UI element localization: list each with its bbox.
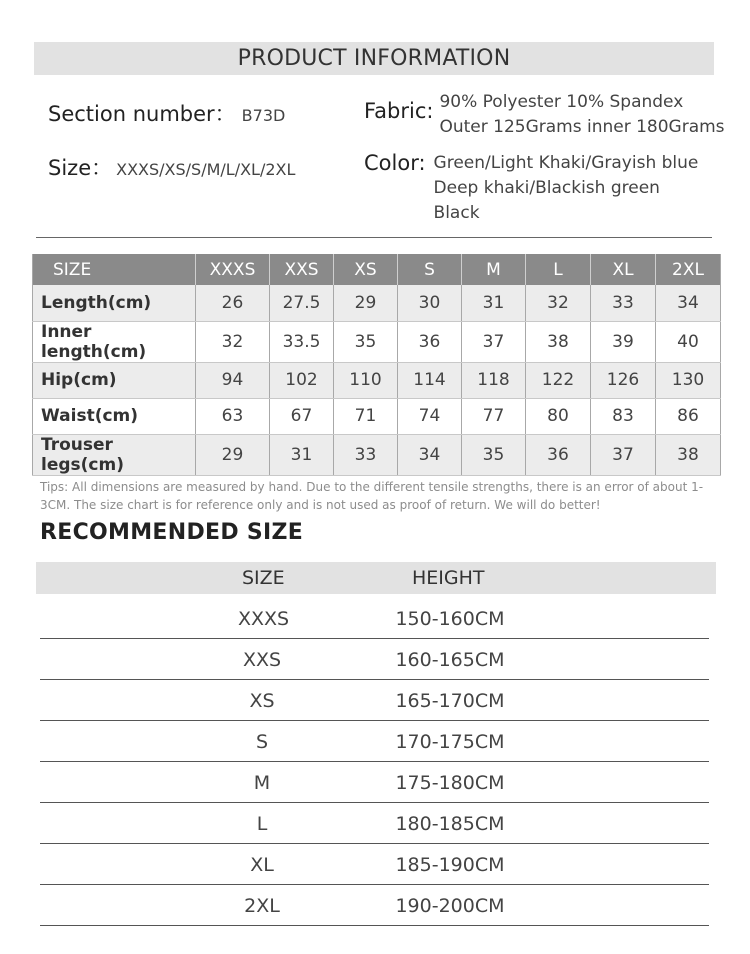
table-cell: 33.5 (270, 321, 334, 362)
product-information-header (34, 42, 714, 75)
table-cell: 37 (591, 434, 656, 475)
table-cell: 122 (526, 362, 591, 398)
row-label: Inner length(cm) (33, 321, 196, 362)
table-row (33, 398, 721, 434)
size-row (48, 152, 295, 182)
table-cell: 83 (591, 398, 656, 434)
recommended-height-cell: 150-160CM (395, 608, 505, 630)
table-cell: 36 (526, 434, 591, 475)
recommended-size-cell: S (255, 731, 269, 753)
list-item (40, 680, 709, 721)
recommended-size-cell: M (253, 772, 271, 794)
recommended-height-cell: 175-180CM (395, 772, 505, 794)
table-cell: 37 (462, 321, 526, 362)
list-item (40, 762, 709, 803)
table-cell: 40 (656, 321, 721, 362)
recommended-size-cell: XL (250, 854, 274, 876)
table-cell: 34 (398, 434, 462, 475)
table-cell: 71 (334, 398, 398, 434)
recommended-size-title: RECOMMENDED SIZE (40, 520, 304, 545)
table-cell: 30 (398, 285, 462, 321)
recommended-height-cell: 190-200CM (395, 895, 505, 917)
section-number-value: B73D (241, 106, 286, 125)
table-cell: 130 (656, 362, 721, 398)
fabric-row (364, 90, 725, 140)
table-cell: 32 (196, 321, 270, 362)
table-cell: 33 (334, 434, 398, 475)
list-item (40, 598, 709, 639)
table-cell: 102 (270, 362, 334, 398)
table-cell: 31 (270, 434, 334, 475)
size-value: XXXS/XS/S/M/L/XL/2XL (116, 160, 296, 179)
product-information-title: PRODUCT INFORMATION (237, 46, 511, 71)
recommended-size-header: SIZE (242, 567, 285, 589)
recommended-size-cell: 2XL (244, 895, 280, 917)
size-table-header-cell: XS (334, 254, 398, 285)
table-cell: 35 (462, 434, 526, 475)
fabric-lines (439, 90, 724, 140)
table-cell: 26 (196, 285, 270, 321)
table-cell: 38 (526, 321, 591, 362)
size-chart-table (32, 254, 721, 476)
fabric-line: 90% Polyester 10% Spandex (439, 92, 684, 112)
table-cell: 29 (196, 434, 270, 475)
info-divider (36, 237, 712, 238)
size-table-header-cell: L (526, 254, 591, 285)
table-cell: 39 (591, 321, 656, 362)
size-table-header-cell: 2XL (656, 254, 721, 285)
size-table-header-cell: XXXS (196, 254, 270, 285)
color-line: Black (433, 203, 480, 223)
measurement-tips: Tips: All dimensions are measured by hand. Due to the different tensile strengths, there is an error of about 1-3CM. The size chart is for reference only and is not used as proof of return. We will do better! (40, 480, 704, 512)
list-item (40, 721, 709, 762)
table-cell: 38 (656, 434, 721, 475)
table-cell: 94 (196, 362, 270, 398)
table-cell: 67 (270, 398, 334, 434)
table-cell: 77 (462, 398, 526, 434)
row-label: Waist(cm) (33, 398, 196, 434)
recommended-size-cell: XS (249, 690, 275, 712)
list-item (40, 803, 709, 844)
recommended-height-cell: 180-185CM (395, 813, 505, 835)
recommended-size-cell: L (256, 813, 268, 835)
recommended-height-cell: 185-190CM (395, 854, 505, 876)
table-cell: 32 (526, 285, 591, 321)
table-row (33, 285, 721, 321)
section-number-row (48, 98, 285, 128)
size-table-header-cell: SIZE (33, 254, 196, 285)
row-label: Length(cm) (33, 285, 196, 321)
recommended-size-cell: XXS (242, 649, 282, 671)
table-row (33, 362, 721, 398)
table-cell: 36 (398, 321, 462, 362)
size-table-header-cell: M (462, 254, 526, 285)
size-table-header-cell: XL (591, 254, 656, 285)
list-item (40, 639, 709, 680)
table-cell: 80 (526, 398, 591, 434)
color-lines (434, 151, 699, 226)
recommended-height-cell: 170-175CM (395, 731, 505, 753)
table-cell: 74 (398, 398, 462, 434)
list-item (40, 844, 709, 885)
table-cell: 35 (334, 321, 398, 362)
recommended-size-cell: XXXS (238, 608, 290, 630)
row-label: Hip(cm) (33, 362, 196, 398)
recommended-header-band (36, 562, 716, 594)
table-cell: 27.5 (270, 285, 334, 321)
table-row (33, 321, 721, 362)
size-table-header-cell: S (398, 254, 462, 285)
size-table-header-cell: XXS (270, 254, 334, 285)
row-label: Trouser legs(cm) (33, 434, 196, 475)
table-cell: 33 (591, 285, 656, 321)
table-cell: 63 (196, 398, 270, 434)
fabric-label: Fabric: (364, 99, 434, 123)
recommended-height-cell: 160-165CM (395, 649, 505, 671)
table-cell: 114 (398, 362, 462, 398)
section-number-label: Section number： (48, 102, 236, 126)
color-line: Deep khaki/Blackish green (433, 178, 660, 198)
color-label: Color: (364, 151, 426, 175)
table-row (33, 434, 721, 475)
table-cell: 29 (334, 285, 398, 321)
color-line: Green/Light Khaki/Grayish blue (433, 153, 699, 173)
color-row (364, 151, 698, 226)
recommended-size-list (40, 598, 709, 926)
list-item (40, 885, 709, 926)
recommended-height-header: HEIGHT (412, 567, 485, 589)
recommended-height-cell: 165-170CM (395, 690, 505, 712)
table-cell: 31 (462, 285, 526, 321)
table-cell: 118 (462, 362, 526, 398)
size-table-header-row (33, 254, 721, 285)
table-cell: 126 (591, 362, 656, 398)
table-cell: 34 (656, 285, 721, 321)
table-cell: 110 (334, 362, 398, 398)
size-label: Size： (48, 156, 113, 180)
table-cell: 86 (656, 398, 721, 434)
fabric-line: Outer 125Grams inner 180Grams (439, 117, 725, 137)
